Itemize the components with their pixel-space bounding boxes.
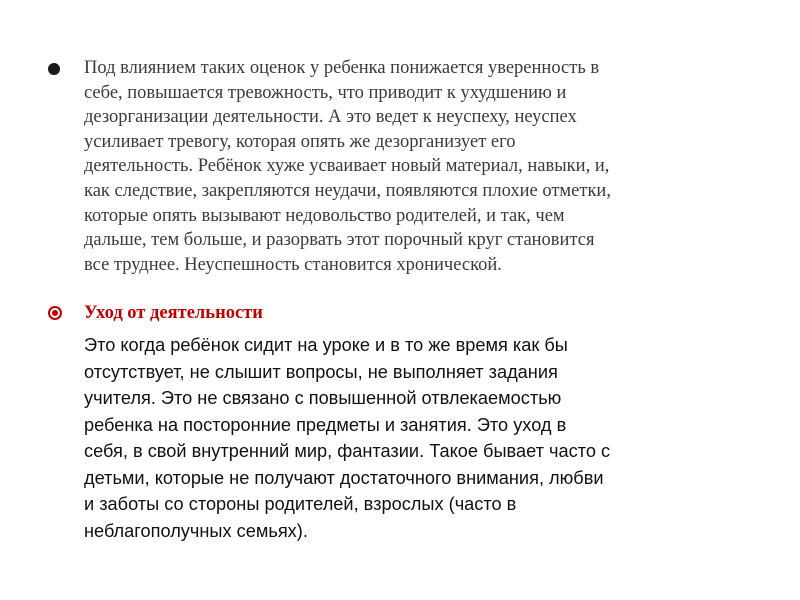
paragraph-consequences: Под влиянием таких оценок у ребенка понижается уверенность в себе, повышается тревожность, что приводит к ухудшению и дезорганизации деятельности. А это ведет к неуспеху, неуспех усиливает тревогу, которая опять же дезорганизует его деятельность. Ребёнок хуже усваивает новый материал, навыки, и, как следствие, закрепляются неудачи, появляются плохие отметки, которые опять вызывают недовольство родителей, и так, чем дальше, тем больше, и разорвать этот порочный круг становится все труднее. Неуспешность становится хронической. — [84, 58, 611, 275]
bullet-item-withdrawal — [48, 301, 728, 325]
bullet-item-consequences — [48, 56, 728, 277]
target-circle-icon — [48, 306, 62, 320]
filled-circle-icon — [48, 63, 60, 75]
paragraph-withdrawal: Это когда ребёнок сидит на уроке и в то же время как бы отсутствует, не слышит вопросы, не выполняет задания учителя. Это не связано с повышенной отвлекаемостью ребенка на посторонние предметы и занятия. Это уход в себя, в свой внутренний мир, фантазии. Такое бывает часто с детьми, которые не получают достаточного внимания, любви и заботы со стороны родителей, взрослых (часто в неблагополучных семьях). — [84, 335, 611, 541]
section-heading: Уход от деятельности — [84, 303, 263, 323]
